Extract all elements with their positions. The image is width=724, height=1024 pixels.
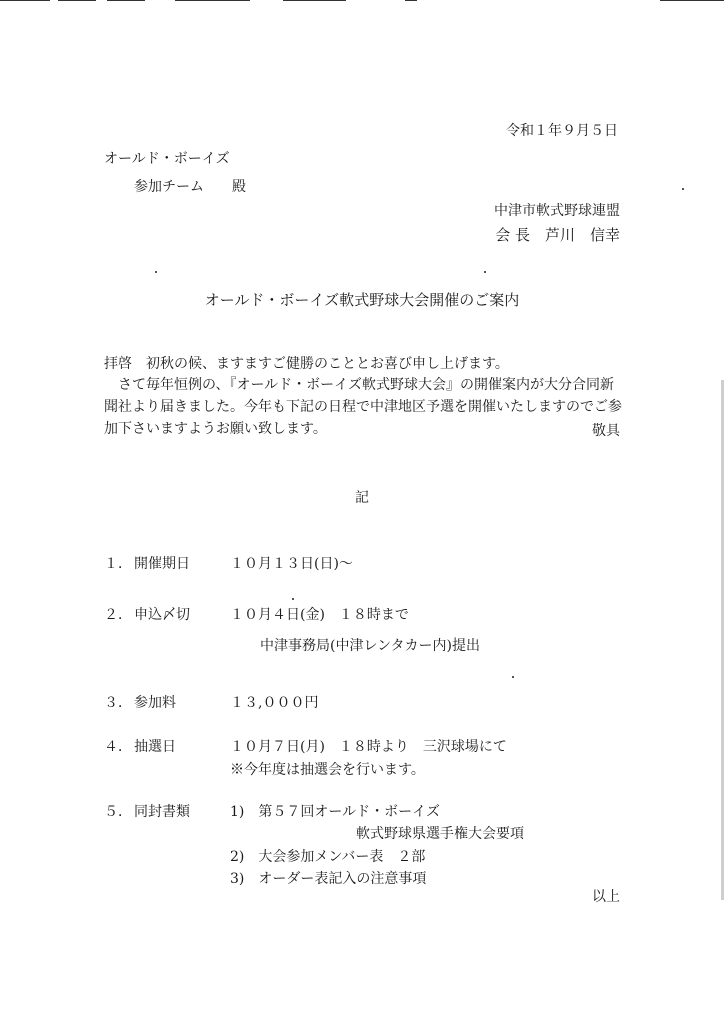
sender-name: 会 長 芦川 信幸 — [495, 226, 620, 244]
item-label: 開催期日 — [134, 556, 190, 572]
scan-speck — [484, 271, 486, 273]
document-title: オールド・ボーイズ軟式野球大会開催のご案内 — [204, 291, 520, 309]
scan-edge-mark — [660, 0, 724, 1]
enclosure-line: 軟式野球県選手権大会要項 — [356, 826, 524, 842]
scan-speck — [155, 271, 157, 273]
item-value: 中津事務局(中津レンタカー内)提出 — [260, 638, 481, 654]
item-label: 申込〆切 — [134, 607, 190, 623]
end-mark: 以上 — [592, 889, 620, 905]
greeting-line: 拝啓 初秋の候、ますますご健勝のこととお喜び申し上げます。 — [104, 356, 509, 372]
item-number: １． — [104, 556, 132, 572]
scan-edge-mark — [107, 0, 145, 1]
scan-speck — [292, 598, 294, 600]
item-value: １０月７日(月) １８時より 三沢球場にて — [230, 739, 507, 755]
closing-word: 敬具 — [592, 423, 620, 439]
item-number: ３． — [104, 695, 132, 711]
scan-edge-mark — [0, 0, 50, 1]
scan-speck — [682, 188, 684, 190]
item-number: ４． — [104, 739, 132, 755]
scan-edge-mark — [283, 0, 346, 1]
sender-organization: 中津市軟式野球連盟 — [494, 203, 620, 219]
enclosure-line: 2) 大会参加メンバー表 ２部 — [230, 849, 426, 865]
recipient-team: 参加チーム 殿 — [134, 179, 246, 195]
body-paragraph: さて毎年恒例の、『オールド・ボーイズ軟式野球大会』の開催案内が大分合同新聞社より届きました。今年も下記の日程で中津地区予選を開催いたしますのでご参加下さいますようお願い致します。 — [104, 377, 622, 437]
item-value: １０月４日(金) １８時まで — [230, 607, 409, 623]
item-label: 参加料 — [134, 695, 176, 711]
document-date: 令和１年９月５日 — [506, 123, 618, 139]
item-label: 同封書類 — [134, 804, 190, 820]
item-value: １０月１３日(日)～ — [230, 556, 353, 572]
item-number: ２． — [104, 607, 132, 623]
scan-speck — [512, 676, 514, 678]
scan-edge-mark — [405, 0, 417, 1]
item-value: １３,０００円 — [230, 695, 319, 711]
ki-heading: 記 — [355, 490, 369, 506]
enclosure-line: 3) オーダー表記入の注意事項 — [230, 871, 427, 887]
item-number: ５． — [104, 804, 132, 820]
recipient-organization: オールド・ボーイズ — [104, 151, 230, 167]
scan-edge-mark — [58, 0, 96, 1]
enclosure-line: 1) 第５７回オールド・ボーイズ — [230, 804, 440, 820]
item-note: ※今年度は抽選会を行います。 — [230, 762, 425, 778]
item-label: 抽選日 — [134, 739, 176, 755]
scan-edge-mark — [175, 0, 250, 1]
